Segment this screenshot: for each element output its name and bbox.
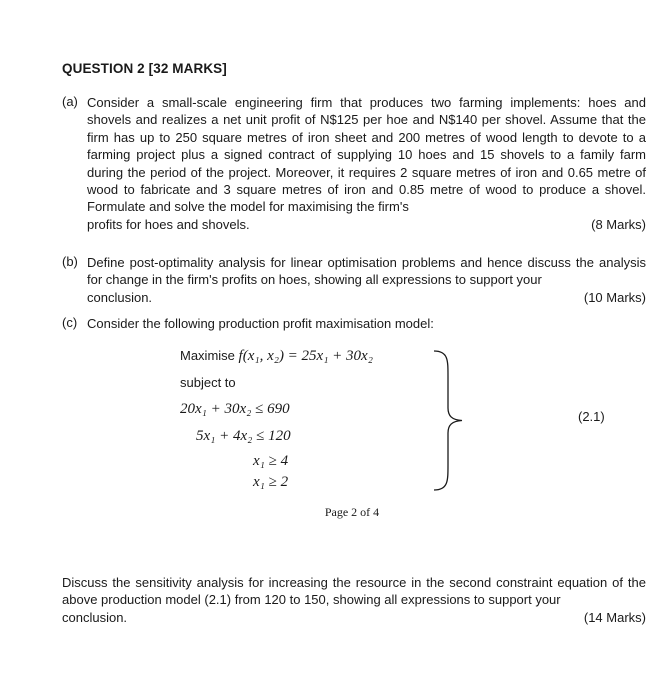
- question-heading: QUESTION 2 [32 MARKS]: [62, 61, 227, 76]
- constraint-4: x₁ ≥ 2: [253, 474, 289, 490]
- constraint-1-line: [180, 401, 290, 418]
- constraint-2-line: [196, 428, 291, 445]
- part-b-body: Define post-optimality analysis for linear optimisation problems and hence discuss the analysis for change in the firm's profits on hoes, showing all expressions to support your: [87, 255, 646, 288]
- discussion-last-line: [62, 609, 646, 626]
- part-a: [62, 94, 646, 233]
- part-b: [62, 254, 646, 306]
- part-a-marks: (8 Marks): [591, 216, 646, 232]
- part-c: [62, 315, 646, 332]
- part-b-last-line: [87, 289, 646, 306]
- objective-expression: f(x₁, x₂) = 25x₁ + 30x₂: [238, 348, 373, 364]
- constraint-3-line: [253, 453, 288, 470]
- constraint-1: 20x₁ + 30x₂ ≤ 690: [180, 401, 290, 417]
- part-a-body: Consider a small-scale engineering firm that produces two farming implements: hoes and shovels and realizes a net unit profit of N$125 per hoe and N$140 per shovel. Assume that the firm has up to 250 square metres of iron sheet and 200 metres of wood length to devote to a farming project plus a signed contract of supplying 10 hoes and 15 shovels to a family farm during the period of the project. Moreover, it requires 2 square metres of iron and 0.65 metre of wood to fabricate and 3 square metres of iron and 0.85 metre of wood to produce a shovel. Formulate and solve the model for maximising the firm's: [87, 95, 646, 215]
- part-c-label: (c): [62, 315, 78, 330]
- constraint-2: 5x₁ + 4x₂ ≤ 120: [196, 428, 291, 444]
- page-number: Page 2 of 4: [324, 505, 380, 519]
- discussion-body: Discuss the sensitivity analysis for increasing the resource in the second constraint equation of the above production model (2.1) from 120 to 150, showing all expressions to support your: [62, 575, 646, 608]
- part-b-last-text: conclusion.: [87, 289, 153, 305]
- part-b-marks: (10 Marks): [583, 289, 646, 305]
- subject-to-label: subject to: [180, 375, 236, 390]
- part-b-label: (b): [62, 254, 78, 269]
- objective-word: Maximise: [180, 348, 235, 363]
- constraint-4-line: [253, 474, 288, 491]
- part-a-label: (a): [62, 94, 78, 109]
- constraint-3: x₁ ≥ 4: [253, 453, 289, 469]
- part-c-text: Consider the following production profit maximisation model:: [87, 316, 434, 331]
- right-brace-icon: [430, 348, 470, 493]
- part-b-text: [87, 254, 646, 306]
- discussion-marks: (14 Marks): [583, 609, 646, 625]
- equation-number: (2.1): [578, 409, 605, 424]
- discussion-question: [62, 574, 646, 626]
- part-a-last-text: profits for hoes and shovels.: [87, 216, 250, 232]
- discussion-last-text: conclusion.: [62, 609, 128, 625]
- part-a-text: [87, 94, 646, 233]
- model-objective: [180, 348, 373, 365]
- part-a-last-line: [87, 216, 646, 233]
